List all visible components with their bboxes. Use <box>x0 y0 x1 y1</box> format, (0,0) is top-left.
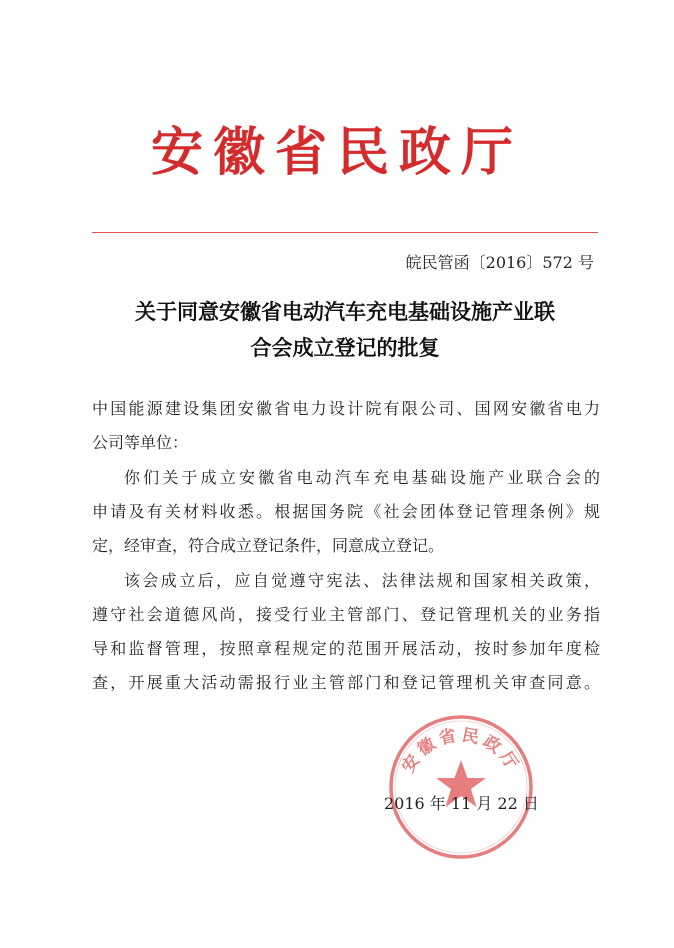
paragraph2-line-4: 查，开展重大活动需报行业主管部门和登记管理机关审查同意。 <box>92 673 600 692</box>
document-title <box>90 294 600 366</box>
paragraph2-line-1: 该会成立后，应自觉遵守宪法、法律法规和国家相关政策， <box>124 571 600 590</box>
seal-text: 安徽省民政厅 <box>398 725 524 777</box>
paragraph1-line-2: 申请及有关材料收悉。根据国务院《社会团体登记管理条例》规 <box>92 502 600 521</box>
document-body <box>92 392 600 700</box>
addressee <box>92 392 600 460</box>
paragraph1-line-1: 你们关于成立安徽省电动汽车充电基础设施产业联合会的 <box>124 468 600 487</box>
document-title-line-1: 关于同意安徽省电动汽车充电基础设施产业联 <box>135 299 555 324</box>
paragraph-requirements <box>92 564 600 700</box>
official-seal-icon <box>386 712 536 862</box>
document-title-line-2: 合会成立登记的批复 <box>250 335 440 360</box>
document-number: 皖民管函〔2016〕572 号 <box>405 253 594 272</box>
addressee-line-2: 公司等单位： <box>92 433 189 452</box>
paragraph2-line-2: 遵守社会道德风尚，接受行业主管部门、登记管理机关的业务指 <box>92 605 600 624</box>
masthead-title: 安徽省民政厅 <box>150 122 523 183</box>
paragraph-approval <box>92 461 600 563</box>
addressee-line-1: 中国能源建设集团安徽省电力设计院有限公司、国网安徽省电力 <box>92 399 600 418</box>
red-divider-line <box>92 232 598 233</box>
issue-date: 2016 年 11 月 22 日 <box>384 794 539 813</box>
paragraph2-line-3: 导和监督管理，按照章程规定的范围开展活动，按时参加年度检 <box>92 639 600 658</box>
paragraph1-line-3: 定，经审查，符合成立登记条件，同意成立登记。 <box>92 536 445 555</box>
